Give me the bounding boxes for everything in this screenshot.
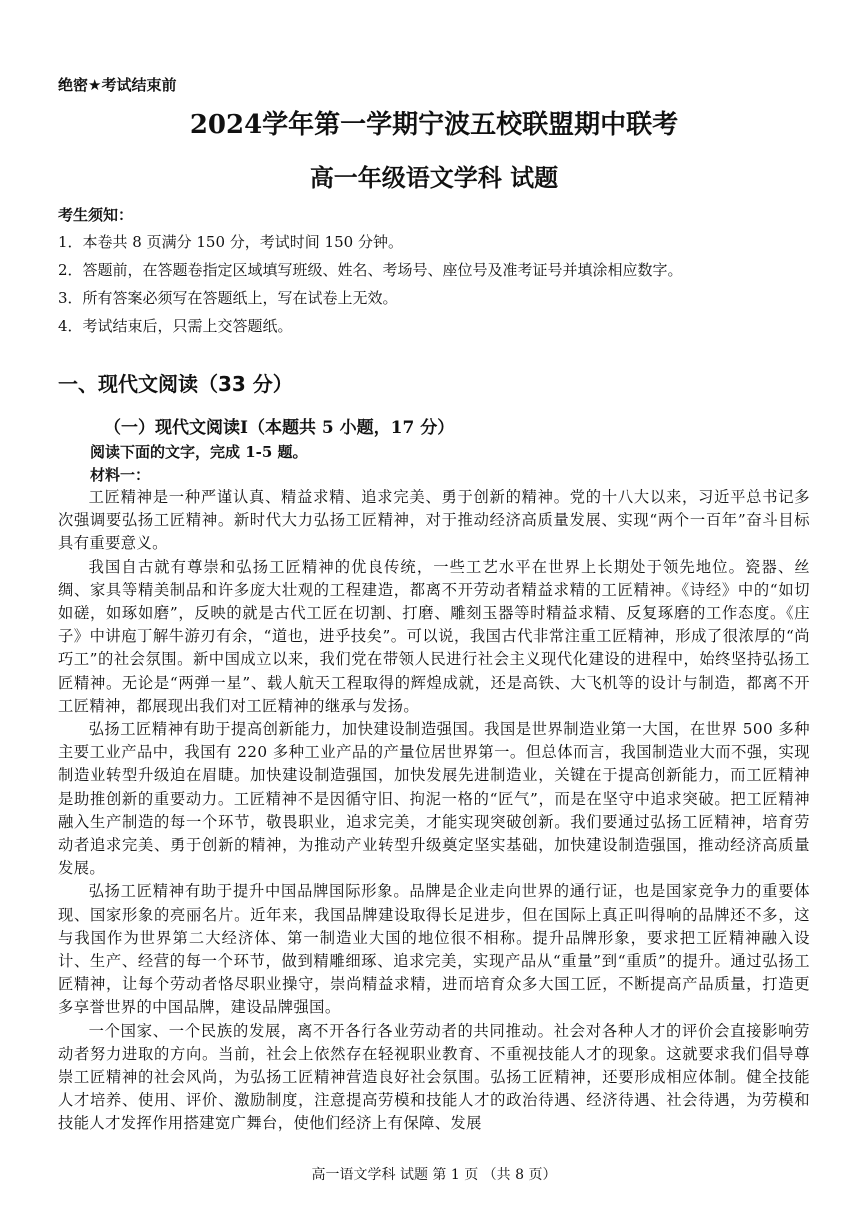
notice-item: 1．本卷共 8 页满分 150 分，考试时间 150 分钟。 xyxy=(58,233,403,251)
notice-item: 4．考试结束后，只需上交答题纸。 xyxy=(58,317,293,335)
material-label: 材料一： xyxy=(90,466,151,484)
passage-paragraph: 弘扬工匠精神有助于提升中国品牌国际形象。品牌是企业走向世界的通行证，也是国家竞争力的重要体现、国家形象的亮丽名片。近年来，我国品牌建设取得长足进步，但在国际上真正叫得响的品牌还不多，这与我国作为世界第二大经济体、第一制造业大国的地位很不相称。提升品牌形象，要求把工匠精神融入设计、生产、经营的每一个环节，做到精雕细琢、追求完美，实现产品从“重量”到“重质”的提升。通过弘扬工匠精神，让每个劳动者恪尽职业操守，崇尚精益求精，进而培育众多大国工匠，不断提高产品质量，打造更多享誉世界的中国品牌，建设品牌强国。 xyxy=(58,882,810,1017)
passage-body xyxy=(58,486,810,1136)
notice-heading: 考生须知： xyxy=(58,206,134,224)
passage-paragraph: 我国自古就有尊崇和弘扬工匠精神的优良传统，一些工艺水平在世界上长期处于领先地位。瓷器、丝绸、家具等精美制品和许多庞大壮观的工程建造，都离不开劳动者精益求精的工匠精神。《诗经》中的“如切如磋，如琢如磨”，反映的就是古代工匠在切割、打磨、雕刻玉器等时精益求精、反复琢磨的工作态度。《庄子》中讲庖丁解牛游刃有余，“道也，进乎技矣”。可以说，我国古代非常注重工匠精神，形成了很浓厚的“尚巧工”的社会氛围。新中国成立以来，我们党在带领人民进行社会主义现代化建设的进程中，始终坚持弘扬工匠精神。无论是“两弹一星”、载人航天工程取得的辉煌成就，还是高铁、大飞机等的设计与制造，都离不开工匠精神，都展现出我们对工匠精神的继承与发扬。 xyxy=(58,557,810,715)
notice-item: 2．答题前，在答题卷指定区域填写班级、姓名、考场号、座位号及准考证号并填涂相应数字。 xyxy=(58,261,683,279)
passage-paragraph: 一个国家、一个民族的发展，离不开各行各业劳动者的共同推动。社会对各种人才的评价会直接影响劳动者努力进取的方向。当前，社会上依然存在轻视职业教育、不重视技能人才的现象。这就要求我们倡导尊崇工匠精神的社会风尚，为弘扬工匠精神营造良好社会氛围。弘扬工匠精神，还要形成相应体制。健全技能人才培养、使用、评价、激励制度，注意提高劳模和技能人才的政治待遇、经济待遇、社会待遇，为劳模和技能人才发挥作用搭建宽广舞台，使他们经济上有保障、发展 xyxy=(58,1021,810,1133)
page-footer: 高一语文学科 试题 第 1 页 （共 8 页） xyxy=(311,1167,557,1183)
passage-paragraph: 弘扬工匠精神有助于提高创新能力，加快建设制造强国。我国是世界制造业第一大国，在世界 500 多种主要工业产品中，我国有 220 多种工业产品的产量位居世界第一。但总体而言，我国制造业大而不强，实现制造业转型升级迫在眉睫。加快建设制造强国，加快发展先进制造业，关键在于提高创新能力，而工匠精神是助推创新的重要动力。工匠精神不是因循守旧、拘泥一格的“匠气”，而是在坚守中追求突破。把工匠精神融入生产制造的每一个环节，敬畏职业，追求完美，才能实现突破创新。我们要通过弘扬工匠精神，培育劳动者追求完美、勇于创新的精神，为推动产业转型升级奠定坚实基础，加快建设制造强国，推动经济高质量发展。 xyxy=(58,720,810,878)
section-heading: 一、现代文阅读（33 分） xyxy=(58,372,293,396)
confidential-mark: 绝密★考试结束前 xyxy=(58,76,177,94)
exam-title: 2024学年第一学期宁波五校联盟期中联考 xyxy=(189,110,679,140)
notice-list xyxy=(58,228,818,340)
reading-instruction: 阅读下面的文字，完成 1-5 题。 xyxy=(90,443,308,461)
subsection-heading: （一）现代文阅读Ⅰ（本题共 5 小题，17 分） xyxy=(104,418,455,438)
notice-item: 3．所有答案必须写在答题纸上，写在试卷上无效。 xyxy=(58,289,398,307)
passage-paragraph: 工匠精神是一种严谨认真、精益求精、追求完美、勇于创新的精神。党的十八大以来，习近平总书记多次强调要弘扬工匠精神。新时代大力弘扬工匠精神，对于推动经济高质量发展、实现“两个一百年”奋斗目标具有重要意义。 xyxy=(58,488,810,553)
exam-subtitle: 高一年级语文学科 试题 xyxy=(309,164,559,192)
